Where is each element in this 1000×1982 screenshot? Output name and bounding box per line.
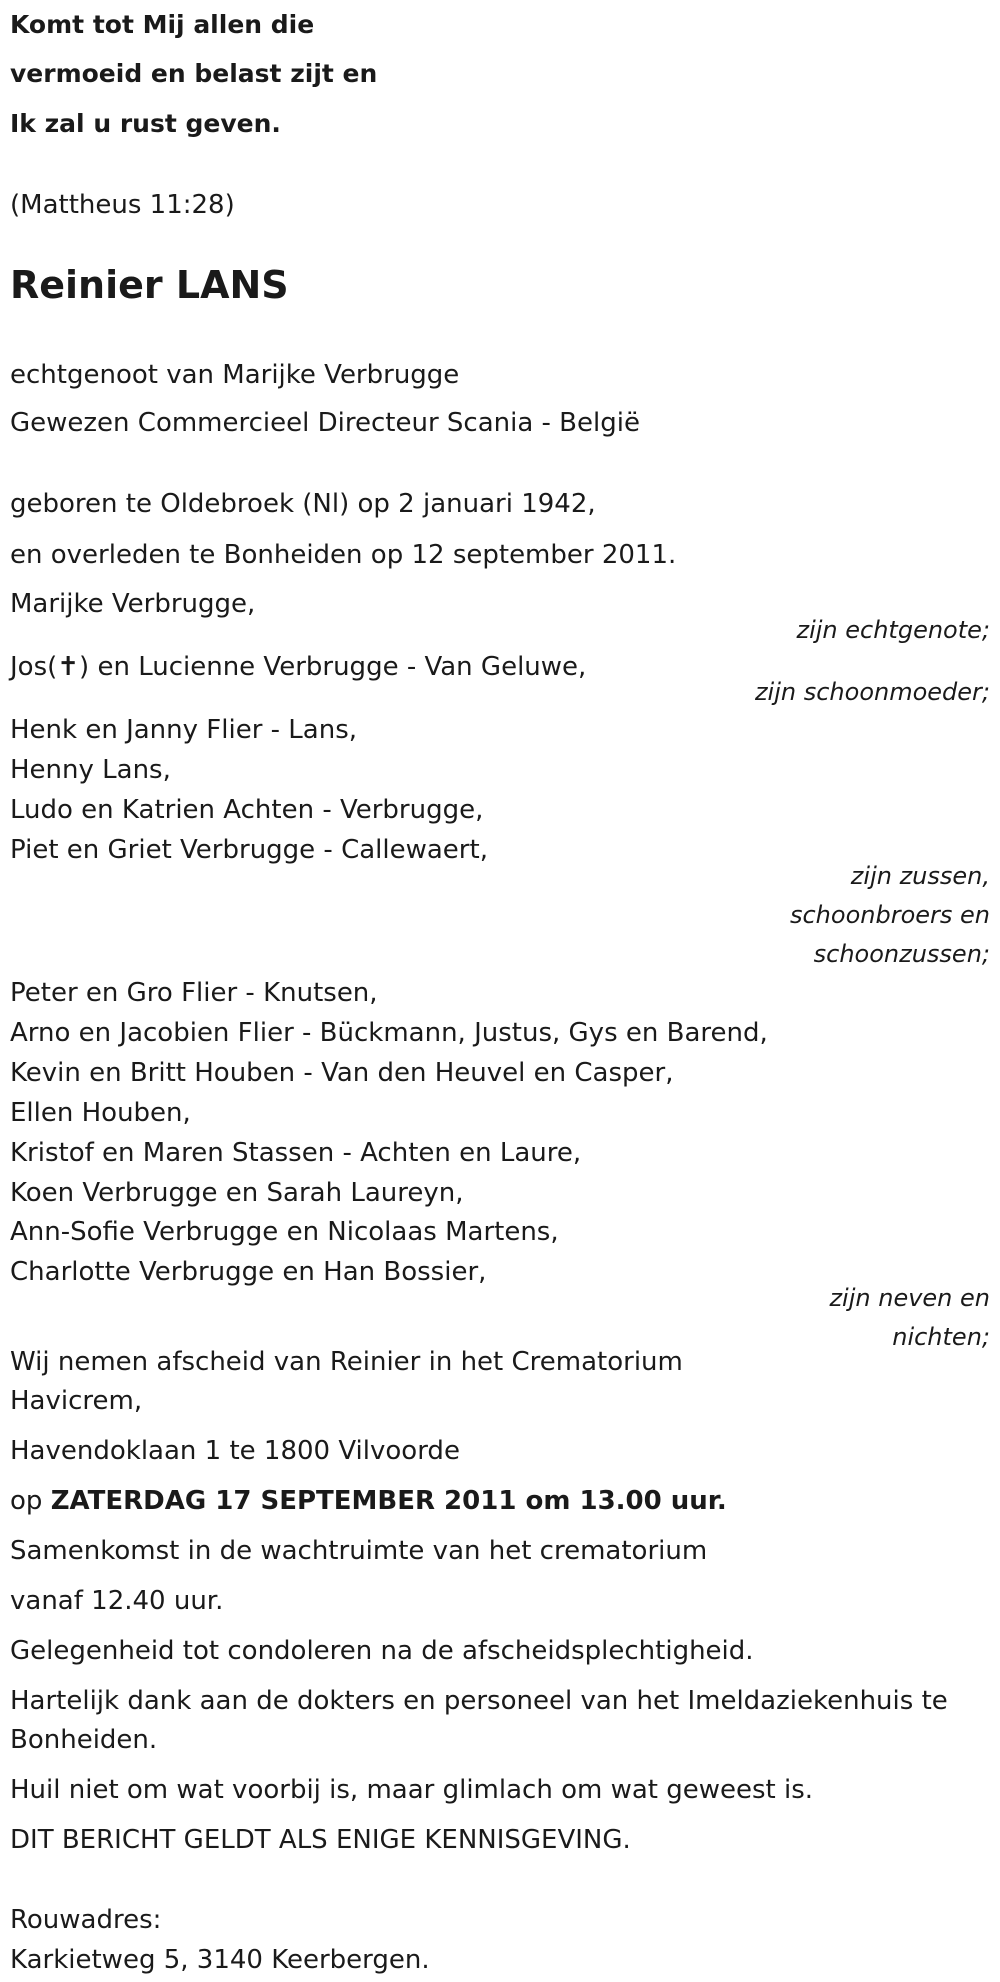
mourner-wife: Marijke Verbrugge, bbox=[10, 589, 256, 619]
nephew-7: Ann-Sofie Verbrugge en Nicolaas Martens, bbox=[10, 1217, 559, 1247]
nephew-5: Kristof en Maren Stassen - Achten en Laure, bbox=[10, 1138, 582, 1168]
ceremony-line-1: Wij nemen afscheid van Reinier in het Crematorium bbox=[10, 1347, 683, 1377]
address-value: Karkietweg 5, 3140 Keerbergen. bbox=[10, 1945, 430, 1975]
spouse-line: echtgenoot van Marijke Verbrugge bbox=[10, 360, 460, 390]
role-line: Gewezen Commercieel Directeur Scania - België bbox=[10, 408, 640, 438]
ceremony-address: Havendoklaan 1 te 1800 Vilvoorde bbox=[10, 1436, 460, 1466]
quote-line-1: Komt tot Mij allen die bbox=[10, 10, 315, 39]
mourner-inlaws: Jos(✝) en Lucienne Verbrugge - Van Geluwe, bbox=[10, 652, 587, 682]
condolences-line: Gelegenheid tot condoleren na de afscheidsplechtigheid. bbox=[10, 1636, 754, 1666]
nephew-2: Arno en Jacobien Flier - Bückmann, Justus, Gys en Barend, bbox=[10, 1018, 768, 1048]
notice-line: DIT BERICHT GELDT ALS ENIGE KENNISGEVING. bbox=[10, 1825, 631, 1855]
ceremony-date bbox=[10, 1481, 727, 1521]
inlaws-relation: zijn schoonmoeder; bbox=[754, 678, 990, 706]
nephew-6: Koen Verbrugge en Sarah Laureyn, bbox=[10, 1178, 464, 1208]
gathering-line-1: Samenkomst in de wachtruimte van het crematorium bbox=[10, 1536, 708, 1566]
nephew-3: Kevin en Britt Houben - Van den Heuvel en Casper, bbox=[10, 1058, 674, 1088]
sibling-3: Ludo en Katrien Achten - Verbrugge, bbox=[10, 795, 484, 825]
siblings-relation-3: schoonzussen; bbox=[813, 940, 990, 968]
nephews-relation-2: nichten; bbox=[892, 1323, 990, 1351]
gathering-line-2: vanaf 12.40 uur. bbox=[10, 1586, 224, 1616]
quote-line-2: vermoeid en belast zijt en bbox=[10, 59, 378, 88]
died-line: en overleden te Bonheiden op 12 september 2011. bbox=[10, 540, 677, 570]
nephew-4: Ellen Houben, bbox=[10, 1098, 191, 1128]
deceased-name: Reinier LANS bbox=[10, 263, 289, 307]
sibling-1: Henk en Janny Flier - Lans, bbox=[10, 715, 358, 745]
quote-line-3: Ik zal u rust geven. bbox=[10, 109, 281, 138]
ceremony-date-bold: ZATERDAG 17 SEPTEMBER 2011 om 13.00 uur. bbox=[50, 1486, 727, 1516]
sibling-2: Henny Lans, bbox=[10, 755, 171, 785]
born-line: geboren te Oldebroek (Nl) op 2 januari 1942, bbox=[10, 489, 596, 519]
quote-reference: (Mattheus 11:28) bbox=[10, 190, 235, 220]
wife-relation: zijn echtgenote; bbox=[796, 616, 990, 644]
nephew-1: Peter en Gro Flier - Knutsen, bbox=[10, 978, 378, 1008]
siblings-relation-2: schoonbroers en bbox=[789, 901, 990, 929]
thanks-line-1: Hartelijk dank aan de dokters en personeel van het Imeldaziekenhuis te bbox=[10, 1686, 948, 1716]
thanks-line-2: Bonheiden. bbox=[10, 1725, 158, 1755]
nephew-8: Charlotte Verbrugge en Han Bossier, bbox=[10, 1257, 487, 1287]
nephews-relation-1: zijn neven en bbox=[829, 1284, 990, 1312]
address-label: Rouwadres: bbox=[10, 1905, 162, 1935]
saying-line: Huil niet om wat voorbij is, maar glimlach om wat geweest is. bbox=[10, 1775, 814, 1805]
siblings-relation-1: zijn zussen, bbox=[850, 862, 990, 890]
ceremony-date-prefix: op bbox=[10, 1486, 51, 1516]
sibling-4: Piet en Griet Verbrugge - Callewaert, bbox=[10, 835, 488, 865]
ceremony-line-2: Havicrem, bbox=[10, 1386, 143, 1416]
